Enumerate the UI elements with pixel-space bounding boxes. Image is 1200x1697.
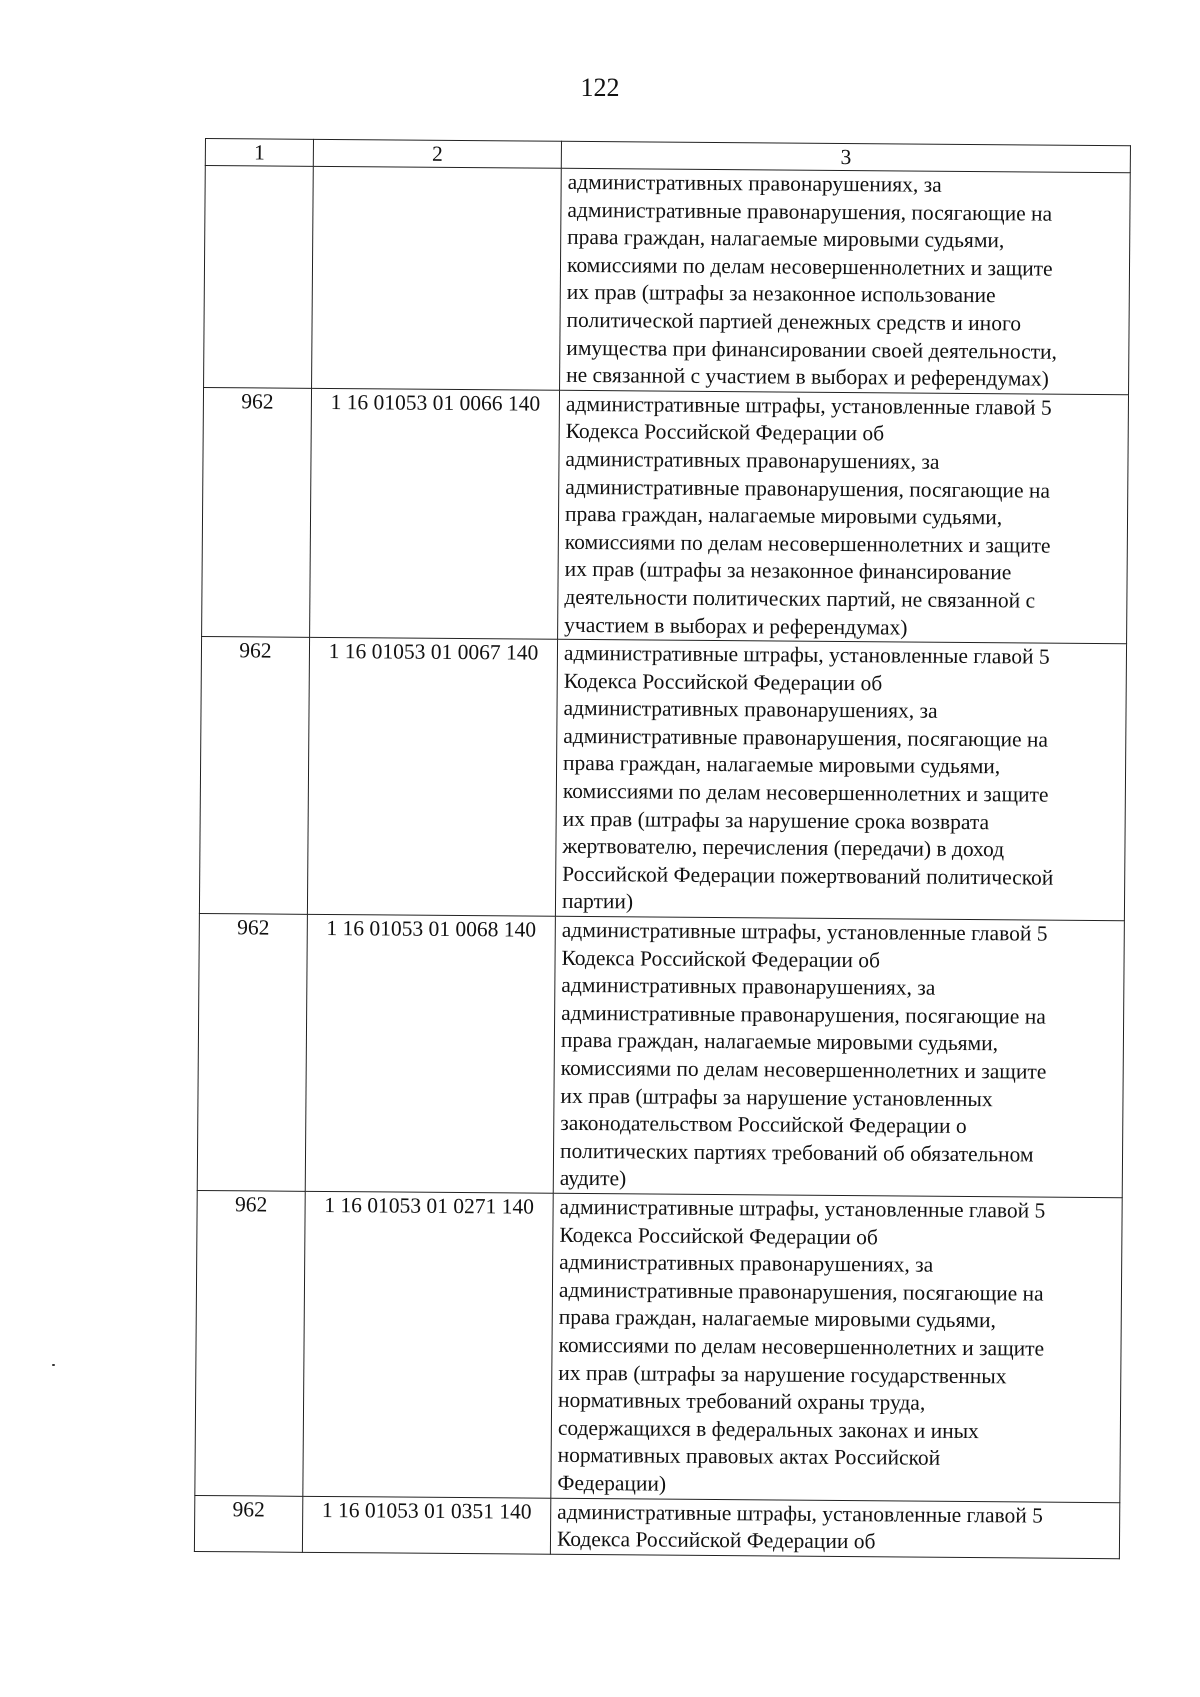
description-line: Кодекса Российской Федерации об — [556, 1526, 876, 1554]
table-body — [194, 166, 1130, 1559]
description-line: Кодекса Российской Федерации об — [565, 419, 885, 446]
description-line: политической партией денежных средств и иного — [566, 307, 1022, 336]
column-header-3: 3 — [561, 141, 1130, 172]
table-row — [194, 1495, 1119, 1558]
description-line: административных правонарушениях, за — [563, 696, 938, 724]
description-line: их прав (штрафы за нарушение срока возврата — [562, 806, 990, 834]
description-line: не связанной с участием в выборах и референдумах) — [566, 363, 1049, 391]
description-line: комиссиями по делам несовершеннолетних и защите — [564, 529, 1051, 558]
page-number: 122 — [580, 73, 620, 102]
description-line: нормативных требований охраны труда, — [558, 1387, 926, 1415]
admin-code-cell — [204, 166, 314, 389]
description-line: их прав (штрафы за незаконное использование — [566, 280, 996, 308]
admin-code-cell: 962 — [202, 387, 312, 637]
description-cell — [553, 916, 1124, 1197]
description-line: законодательством Российской Федерации о — [560, 1111, 967, 1139]
description-line: комиссиями по делам несовершеннолетних и защите — [566, 252, 1053, 281]
description-line: Кодекса Российской Федерации об — [561, 945, 881, 972]
description-line: административные штрафы, установленные главой 5 — [563, 640, 1050, 669]
description-line: административные правонарушения, посягающие на — [558, 1277, 1044, 1306]
description-line: аудите) — [559, 1166, 627, 1191]
description-line: участием в выборах и референдумах) — [564, 612, 908, 640]
description-line: имущества при финансировании своей деятельности, — [566, 335, 1058, 364]
description-line: права граждан, налагаемые мировыми судьями, — [560, 1028, 999, 1056]
scan-speck — [52, 1364, 55, 1366]
description-line: административные штрафы, установленные главой 5 — [557, 1499, 1044, 1528]
admin-code-cell: 962 — [195, 1190, 305, 1495]
description-line: жертвователю, перечисления (передачи) в доход — [562, 834, 1005, 862]
description-line: их прав (штрафы за нарушение установленных — [560, 1083, 993, 1111]
description-line: содержащихся в федеральных законах и иных — [557, 1415, 979, 1443]
budget-code-cell: 1 16 01053 01 0351 140 — [302, 1496, 550, 1554]
description-line: их прав (штрафы за незаконное финансирование — [564, 557, 1012, 585]
description-line: административных правонарушениях, за — [559, 1249, 934, 1277]
budget-code-cell: 1 16 01053 01 0068 140 — [305, 914, 555, 1193]
description-line: Кодекса Российской Федерации об — [559, 1222, 878, 1249]
description-line: права граждан, налагаемые мировыми судьями, — [563, 751, 1001, 779]
column-header-1: 1 — [205, 139, 313, 167]
description-line: права граждан, налагаемые мировыми судьями, — [558, 1305, 996, 1333]
description-line: партии) — [561, 889, 634, 914]
description-line: административные штрафы, установленные главой 5 — [565, 391, 1052, 420]
description-line: административные правонарушения, посягающие на — [565, 474, 1051, 503]
description-cell — [555, 639, 1126, 920]
description-line: их прав (штрафы за нарушение государственных — [558, 1360, 1007, 1388]
admin-code-cell: 962 — [199, 637, 309, 915]
budget-code-cell: 1 16 01053 01 0271 140 — [303, 1191, 553, 1497]
description-cell — [558, 390, 1129, 644]
table-row — [199, 637, 1126, 921]
description-line: права граждан, налагаемые мировыми судьями, — [564, 501, 1003, 530]
admin-code-cell: 962 — [194, 1495, 302, 1552]
description-line: права граждан, налагаемые мировыми судьями, — [567, 225, 1005, 253]
budget-code-cell — [312, 166, 562, 390]
description-line: административные правонарушения, посягающие на — [563, 723, 1049, 752]
description-cell — [551, 1193, 1122, 1502]
description-line: комиссиями по делам несовершеннолетних и защите — [558, 1332, 1045, 1361]
description-line: политических партиях требований об обязательном — [559, 1138, 1034, 1167]
description-line: административных правонарушениях, за — [565, 446, 940, 474]
budget-codes-table — [194, 138, 1131, 1559]
table-row — [204, 166, 1131, 395]
table-row — [202, 387, 1129, 644]
description-line: административных правонарушениях, за — [567, 169, 942, 197]
admin-code-cell: 962 — [197, 914, 307, 1192]
description-cell — [550, 1498, 1119, 1559]
description-line: комиссиями по делам несовершеннолетних и защите — [560, 1055, 1047, 1084]
budget-code-cell: 1 16 01053 01 0067 140 — [307, 637, 557, 916]
description-line: комиссиями по делам несовершеннолетних и защите — [562, 778, 1049, 807]
table-row — [197, 914, 1124, 1198]
description-line: административных правонарушениях, за — [561, 973, 936, 1000]
description-line: Кодекса Российской Федерации об — [563, 668, 883, 696]
description-line: Федерации) — [557, 1470, 667, 1496]
table-row — [195, 1190, 1122, 1502]
column-header-2: 2 — [313, 139, 561, 168]
description-line: административные правонарушения, посягающие на — [561, 1000, 1046, 1029]
description-line: административные штрафы, установленные главой 5 — [559, 1194, 1046, 1223]
budget-code-cell: 1 16 01053 01 0066 140 — [310, 388, 560, 639]
description-line: Российской Федерации пожертвований политической — [562, 861, 1054, 890]
description-line: нормативных правовых актах Российской — [557, 1443, 941, 1471]
description-cell — [560, 168, 1131, 394]
description-line: административные штрафы, установленные главой 5 — [561, 917, 1048, 946]
description-line: деятельности политических партий, не связанной с — [564, 584, 1036, 613]
description-line: административные правонарушения, посягающие на — [567, 197, 1053, 226]
